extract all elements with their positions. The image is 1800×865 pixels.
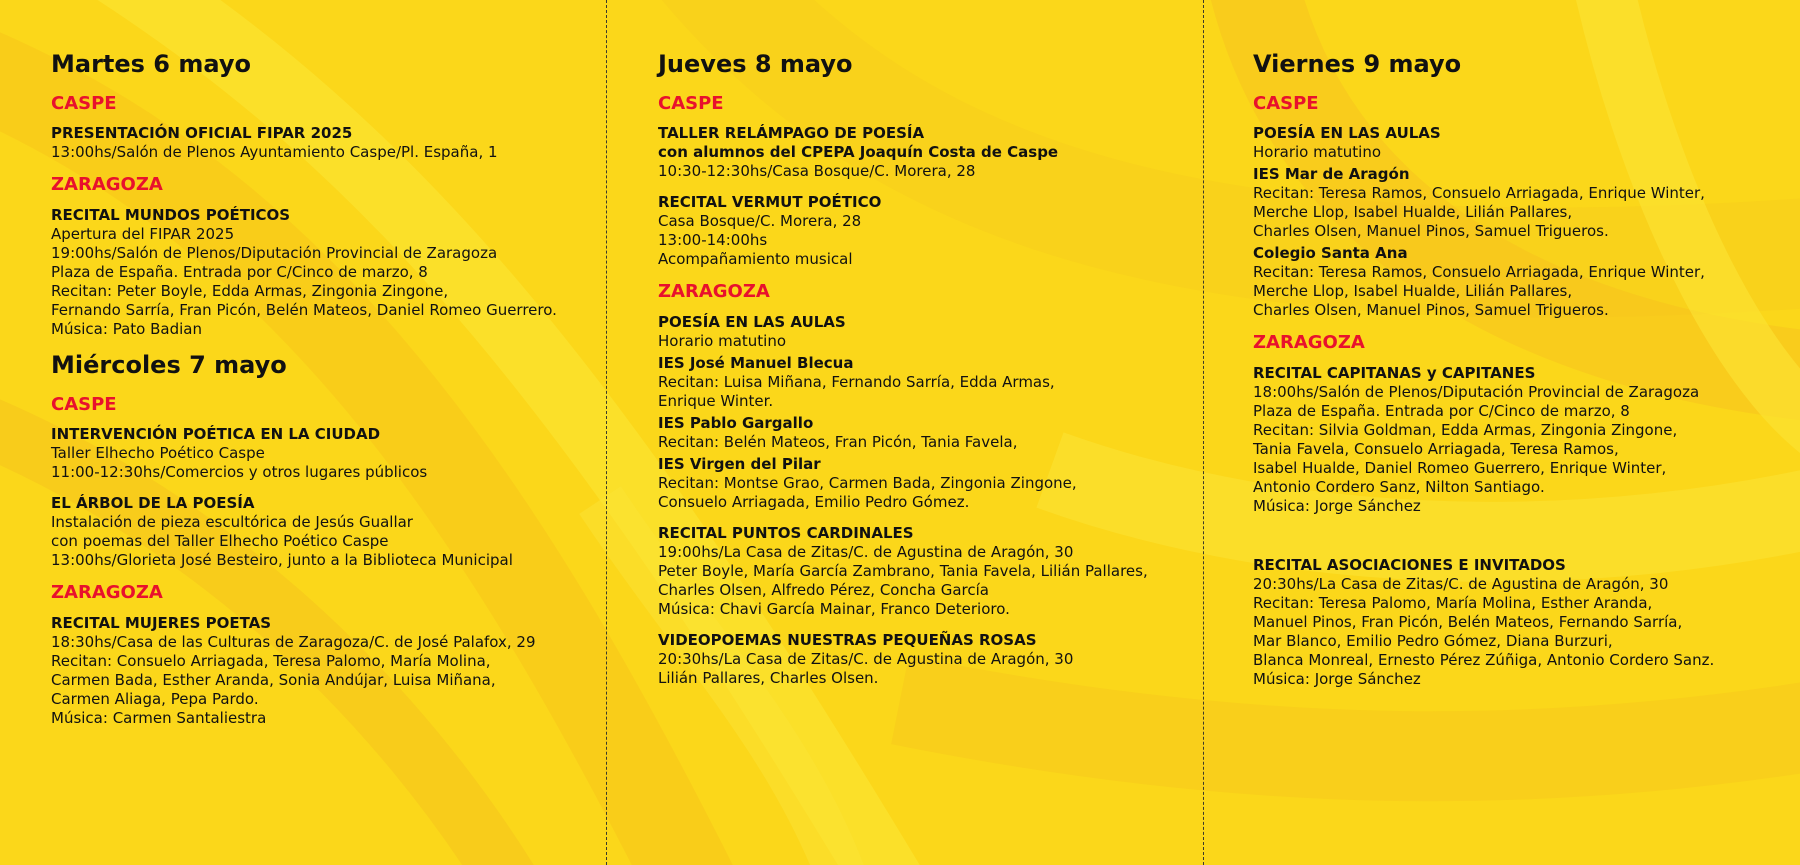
event-detail-line: Manuel Pinos, Fran Picón, Belén Mateos, Fernando Sarría,	[1253, 612, 1683, 631]
event-title: IES Virgen del Pilar	[658, 454, 821, 473]
event-title: RECITAL ASOCIACIONES E INVITADOS	[1253, 555, 1566, 574]
event-detail-line: Música: Carmen Santaliestra	[51, 708, 267, 727]
event-el-arbol-de-la-poesia	[51, 494, 591, 570]
event-title: RECITAL CAPITANAS y CAPITANES	[1253, 363, 1536, 382]
event-detail-line: Plaza de España. Entrada por C/Cinco de marzo, 8	[51, 262, 428, 281]
event-detail-line: con poemas del Taller Elhecho Poético Caspe	[51, 532, 389, 551]
event-detail-line: Apertura del FIPAR 2025	[51, 224, 235, 243]
city-heading: ZARAGOZA	[51, 582, 163, 604]
city-heading: CASPE	[658, 92, 724, 114]
event-title: Colegio Santa Ana	[1253, 244, 1408, 263]
event-detail-line: Recitan: Teresa Ramos, Consuelo Arriagada, Enrique Winter,	[1253, 184, 1705, 203]
event-title: RECITAL MUNDOS POÉTICOS	[51, 205, 291, 224]
event-poesia-en-las-aulas	[1253, 124, 1793, 162]
event-detail-line: Casa Bosque/C. Morera, 28	[658, 212, 862, 231]
day-heading: Martes 6 mayo	[51, 50, 251, 78]
event-detail-line: 10:30-12:30hs/Casa Bosque/C. Morera, 28	[658, 162, 976, 181]
event-title: TALLER RELÁMPAGO DE POESÍA	[658, 124, 925, 143]
column-divider-2	[1203, 0, 1204, 865]
event-detail-line: Carmen Aliaga, Pepa Pardo.	[51, 689, 259, 708]
event-detail-line: Tania Favela, Consuelo Arriagada, Teresa Ramos,	[1253, 439, 1619, 458]
column-friday	[1253, 38, 1793, 701]
event-detail-line: 18:30hs/Casa de las Culturas de Zaragoza/C. de José Palafox, 29	[51, 632, 536, 651]
event-detail-line: Isabel Hualde, Daniel Romeo Guerrero, Enrique Winter,	[1253, 458, 1667, 477]
event-detail-line: Charles Olsen, Alfredo Pérez, Concha García	[658, 580, 989, 599]
event-title: PRESENTACIÓN OFICIAL FIPAR 2025	[51, 124, 353, 143]
event-detail-line: Recitan: Silvia Goldman, Edda Armas, Zingonia Zingone,	[1253, 420, 1678, 439]
event-detail-line: 20:30hs/La Casa de Zitas/C. de Agustina de Aragón, 30	[658, 649, 1074, 668]
event-ies-pablo-gargallo	[658, 414, 1198, 452]
event-detail-line: Música: Chavi García Mainar, Franco Deterioro.	[658, 599, 1010, 618]
event-detail-line: Recitan: Teresa Palomo, María Molina, Esther Aranda,	[1253, 593, 1653, 612]
event-detail-line: Enrique Winter.	[658, 391, 774, 410]
event-detail-line: Recitan: Peter Boyle, Edda Armas, Zingonia Zingone,	[51, 281, 449, 300]
event-detail-line: Taller Elhecho Poético Caspe	[51, 444, 265, 463]
city-heading: ZARAGOZA	[1253, 332, 1365, 354]
event-ies-mar-de-aragon	[1253, 165, 1793, 241]
event-recital-vermut-poetico	[658, 193, 1198, 269]
city-heading: CASPE	[51, 92, 117, 114]
event-detail-line: Fernando Sarría, Fran Picón, Belén Mateos, Daniel Romeo Guerrero.	[51, 300, 557, 319]
event-colegio-santa-ana	[1253, 244, 1793, 320]
city-heading: ZARAGOZA	[658, 281, 770, 303]
event-title: VIDEOPOEMAS NUESTRAS PEQUEÑAS ROSAS	[658, 630, 1037, 649]
event-detail-line: Plaza de España. Entrada por C/Cinco de marzo, 8	[1253, 401, 1630, 420]
event-intervencion-poetica-en-la-ciudad	[51, 425, 591, 482]
event-detail-line: Consuelo Arriagada, Emilio Pedro Gómez.	[658, 492, 970, 511]
event-title: IES José Manuel Blecua	[658, 353, 854, 372]
event-title: POESÍA EN LAS AULAS	[1253, 124, 1441, 143]
event-presentacion-oficial-fipar-2025	[51, 124, 591, 162]
event-detail-line: 19:00hs/La Casa de Zitas/C. de Agustina de Aragón, 30	[658, 542, 1074, 561]
event-detail-line: Recitan: Montse Grao, Carmen Bada, Zingonia Zingone,	[658, 473, 1077, 492]
column-thursday	[658, 38, 1198, 700]
event-detail-line: Antonio Cordero Sanz, Nilton Santiago.	[1253, 477, 1545, 496]
event-detail-line: Acompañamiento musical	[658, 250, 853, 269]
event-detail-line: 13:00-14:00hs	[658, 231, 768, 250]
city-heading: CASPE	[51, 393, 117, 415]
event-detail-line: Charles Olsen, Manuel Pinos, Samuel Trigueros.	[1253, 301, 1609, 320]
event-title: RECITAL VERMUT POÉTICO	[658, 193, 882, 212]
event-recital-puntos-cardinales	[658, 524, 1198, 619]
event-detail-line: Instalación de pieza escultórica de Jesús Guallar	[51, 513, 413, 532]
event-detail-line: Carmen Bada, Esther Aranda, Sonia Andújar, Luisa Miñana,	[51, 670, 496, 689]
day-heading: Miércoles 7 mayo	[51, 350, 287, 379]
event-detail-line: Recitan: Teresa Ramos, Consuelo Arriagada, Enrique Winter,	[1253, 263, 1705, 282]
event-recital-mujeres-poetas	[51, 614, 591, 728]
event-detail-line: Horario matutino	[658, 331, 787, 350]
event-detail-line: Peter Boyle, María García Zambrano, Tania Favela, Lilián Pallares,	[658, 561, 1148, 580]
event-detail-line: Merche Llop, Isabel Hualde, Lilián Pallares,	[1253, 203, 1573, 222]
event-recital-capitanas-y-capitanes	[1253, 364, 1793, 516]
event-detail-line: 13:00hs/Glorieta José Besteiro, junto a la Biblioteca Municipal	[51, 551, 513, 570]
event-detail-line: 13:00hs/Salón de Plenos Ayuntamiento Caspe/Pl. España, 1	[51, 143, 498, 162]
event-title: IES Mar de Aragón	[1253, 165, 1410, 184]
event-title: INTERVENCIÓN POÉTICA EN LA CIUDAD	[51, 425, 381, 444]
event-detail-line: Horario matutino	[1253, 143, 1382, 162]
event-title: POESÍA EN LAS AULAS	[658, 312, 846, 331]
event-detail-line: Recitan: Consuelo Arriagada, Teresa Palomo, María Molina,	[51, 651, 491, 670]
event-detail-line: con alumnos del CPEPA Joaquín Costa de Caspe	[658, 143, 1059, 162]
column-tuesday-wednesday	[51, 38, 591, 740]
event-detail-line: Música: Pato Badian	[51, 319, 202, 338]
event-title: IES Pablo Gargallo	[658, 413, 814, 432]
event-videopoemas-nuestras-pequenas-rosas	[658, 631, 1198, 688]
event-detail-line: Música: Jorge Sánchez	[1253, 496, 1421, 515]
event-detail-line: Música: Jorge Sánchez	[1253, 669, 1421, 688]
event-detail-line: Lilián Pallares, Charles Olsen.	[658, 668, 879, 687]
event-title: RECITAL PUNTOS CARDINALES	[658, 523, 914, 542]
event-title: RECITAL MUJERES POETAS	[51, 613, 272, 632]
event-ies-jose-manuel-blecua	[658, 354, 1198, 411]
event-title: EL ÁRBOL DE LA POESÍA	[51, 494, 255, 513]
day-heading: Viernes 9 mayo	[1253, 50, 1462, 78]
event-recital-asociaciones-e-invitados	[1253, 556, 1793, 689]
event-taller-relampago-de-poesia	[658, 124, 1198, 181]
column-divider-1	[606, 0, 607, 865]
event-detail-line: Recitan: Belén Mateos, Fran Picón, Tania Favela,	[658, 432, 1018, 451]
day-heading: Jueves 8 mayo	[658, 50, 853, 78]
event-detail-line: Blanca Monreal, Ernesto Pérez Zúñiga, Antonio Cordero Sanz.	[1253, 650, 1715, 669]
event-detail-line: 11:00-12:30hs/Comercios y otros lugares públicos	[51, 463, 428, 482]
event-detail-line: Charles Olsen, Manuel Pinos, Samuel Trigueros.	[1253, 222, 1609, 241]
event-recital-mundos-poeticos	[51, 206, 591, 339]
event-poesia-en-las-aulas	[658, 313, 1198, 351]
event-detail-line: Recitan: Luisa Miñana, Fernando Sarría, Edda Armas,	[658, 372, 1055, 391]
event-ies-virgen-del-pilar	[658, 455, 1198, 512]
event-detail-line: 20:30hs/La Casa de Zitas/C. de Agustina de Aragón, 30	[1253, 574, 1669, 593]
event-detail-line: 18:00hs/Salón de Plenos/Diputación Provincial de Zaragoza	[1253, 382, 1700, 401]
event-detail-line: Merche Llop, Isabel Hualde, Lilián Pallares,	[1253, 282, 1573, 301]
event-detail-line: Mar Blanco, Emilio Pedro Gómez, Diana Burzuri,	[1253, 631, 1613, 650]
event-detail-line: 19:00hs/Salón de Plenos/Diputación Provincial de Zaragoza	[51, 243, 498, 262]
city-heading: ZARAGOZA	[51, 174, 163, 196]
city-heading: CASPE	[1253, 92, 1319, 114]
